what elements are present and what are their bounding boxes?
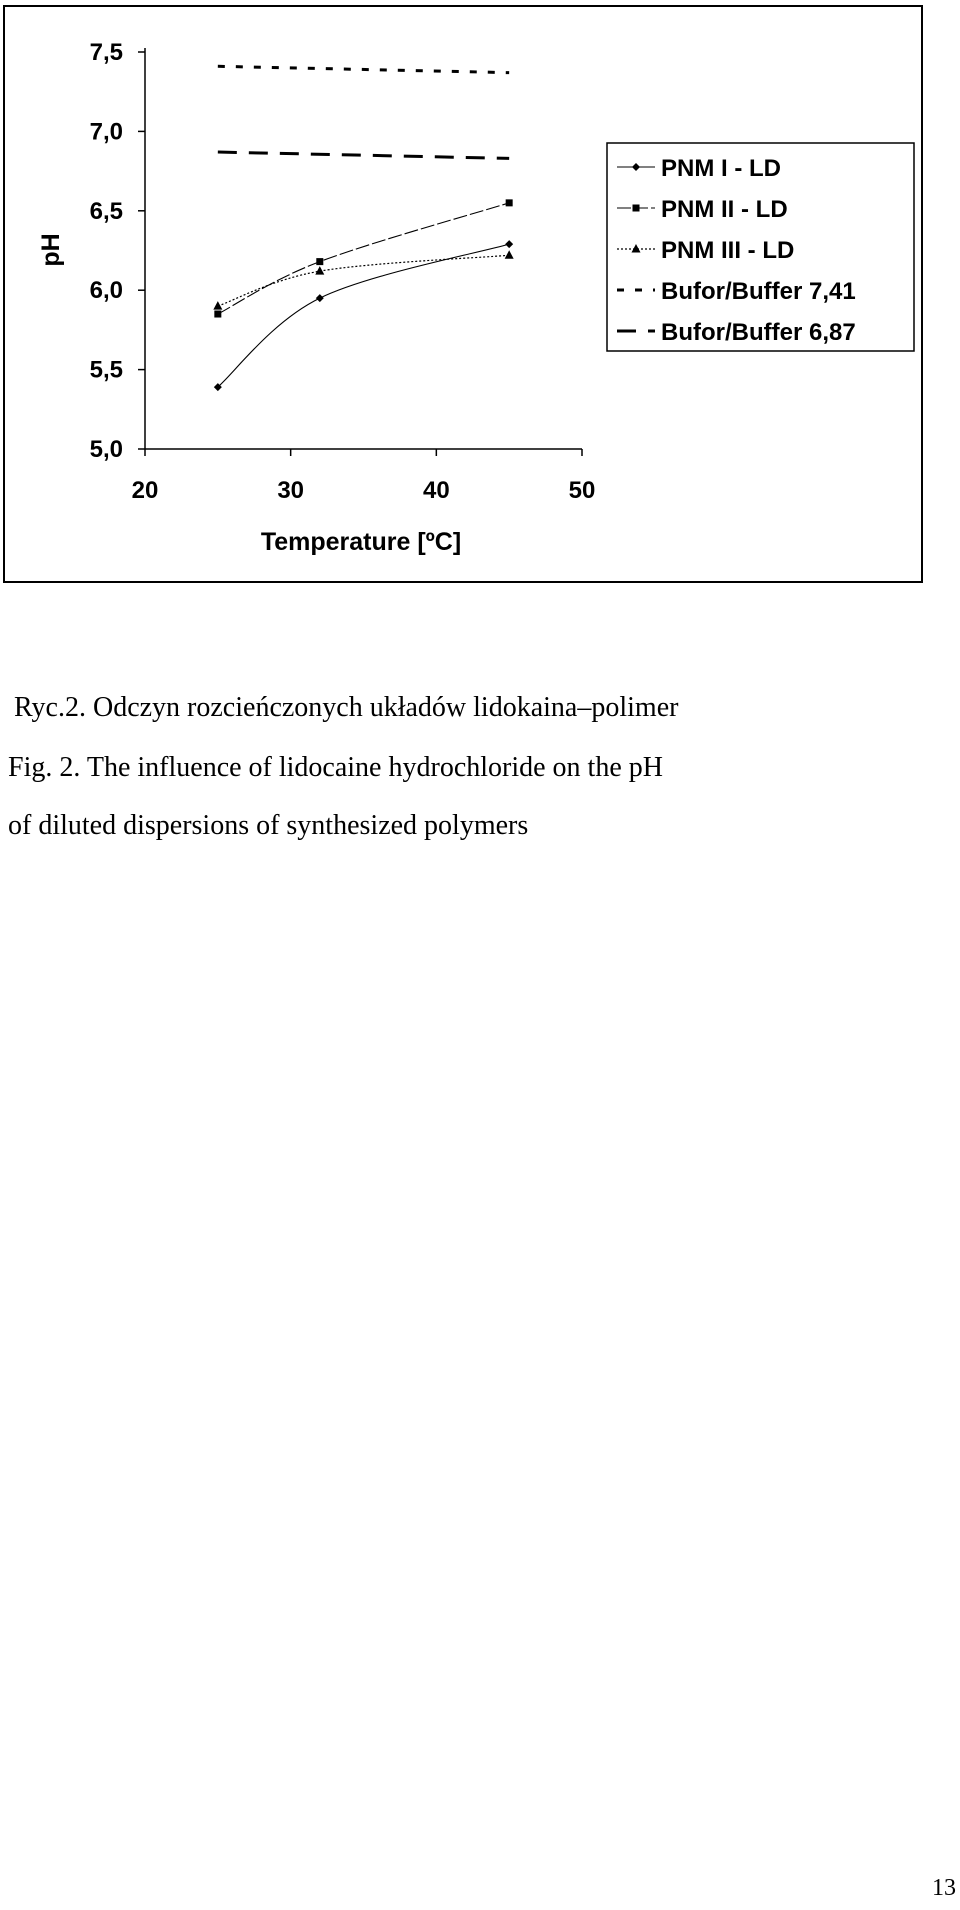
marker-square (633, 205, 640, 212)
legend-label: PNM II - LD (661, 196, 788, 223)
y-tick-label: 6,5 (89, 197, 123, 225)
chart-frame (3, 5, 923, 583)
series-line (218, 66, 509, 72)
x-tick-label: 20 (131, 477, 159, 504)
series-5 (218, 152, 509, 158)
caption-polish: Ryc.2. Odczyn rozcieńczonych układów lidokaina–polimer (14, 692, 679, 723)
series-1 (214, 240, 513, 391)
legend-label: PNM I - LD (661, 155, 781, 182)
series-3 (213, 250, 513, 309)
marker-triangle (505, 250, 514, 259)
x-axis-title: Temperature [ºC] (260, 528, 462, 556)
series-line (218, 255, 509, 306)
y-tick-label: 7,0 (89, 118, 123, 146)
legend-label: Bufor/Buffer 7,41 (661, 278, 856, 305)
y-tick-label: 5,5 (89, 356, 123, 384)
y-tick-label: 7,5 (89, 39, 123, 66)
legend-label: Bufor/Buffer 6,87 (661, 319, 856, 346)
y-tick-label: 6,0 (89, 277, 123, 305)
series-line (218, 203, 509, 314)
x-tick-label: 40 (422, 477, 450, 504)
marker-diamond (505, 240, 513, 248)
ph-temperature-chart (5, 7, 921, 581)
marker-triangle (213, 301, 222, 310)
legend-label: PNM III - LD (661, 237, 795, 264)
x-tick-label: 50 (568, 477, 596, 504)
series-4 (218, 66, 509, 72)
y-tick-label: 5,0 (89, 436, 123, 463)
axes (90, 39, 596, 504)
series-line (218, 152, 509, 158)
legend (607, 143, 914, 351)
series-layer (213, 66, 513, 391)
page-number: 13 (932, 1875, 956, 1901)
marker-diamond (316, 294, 324, 302)
marker-square (506, 199, 513, 206)
marker-square (316, 258, 323, 265)
caption-english-line-2: of diluted dispersions of synthesized polymers (8, 810, 529, 841)
y-axis-title: pH (37, 233, 65, 267)
marker-triangle (315, 266, 324, 275)
marker-square (214, 311, 221, 318)
caption-english-line-1: Fig. 2. The influence of lidocaine hydrochloride on the pH (8, 752, 663, 783)
x-tick-label: 30 (277, 477, 305, 504)
